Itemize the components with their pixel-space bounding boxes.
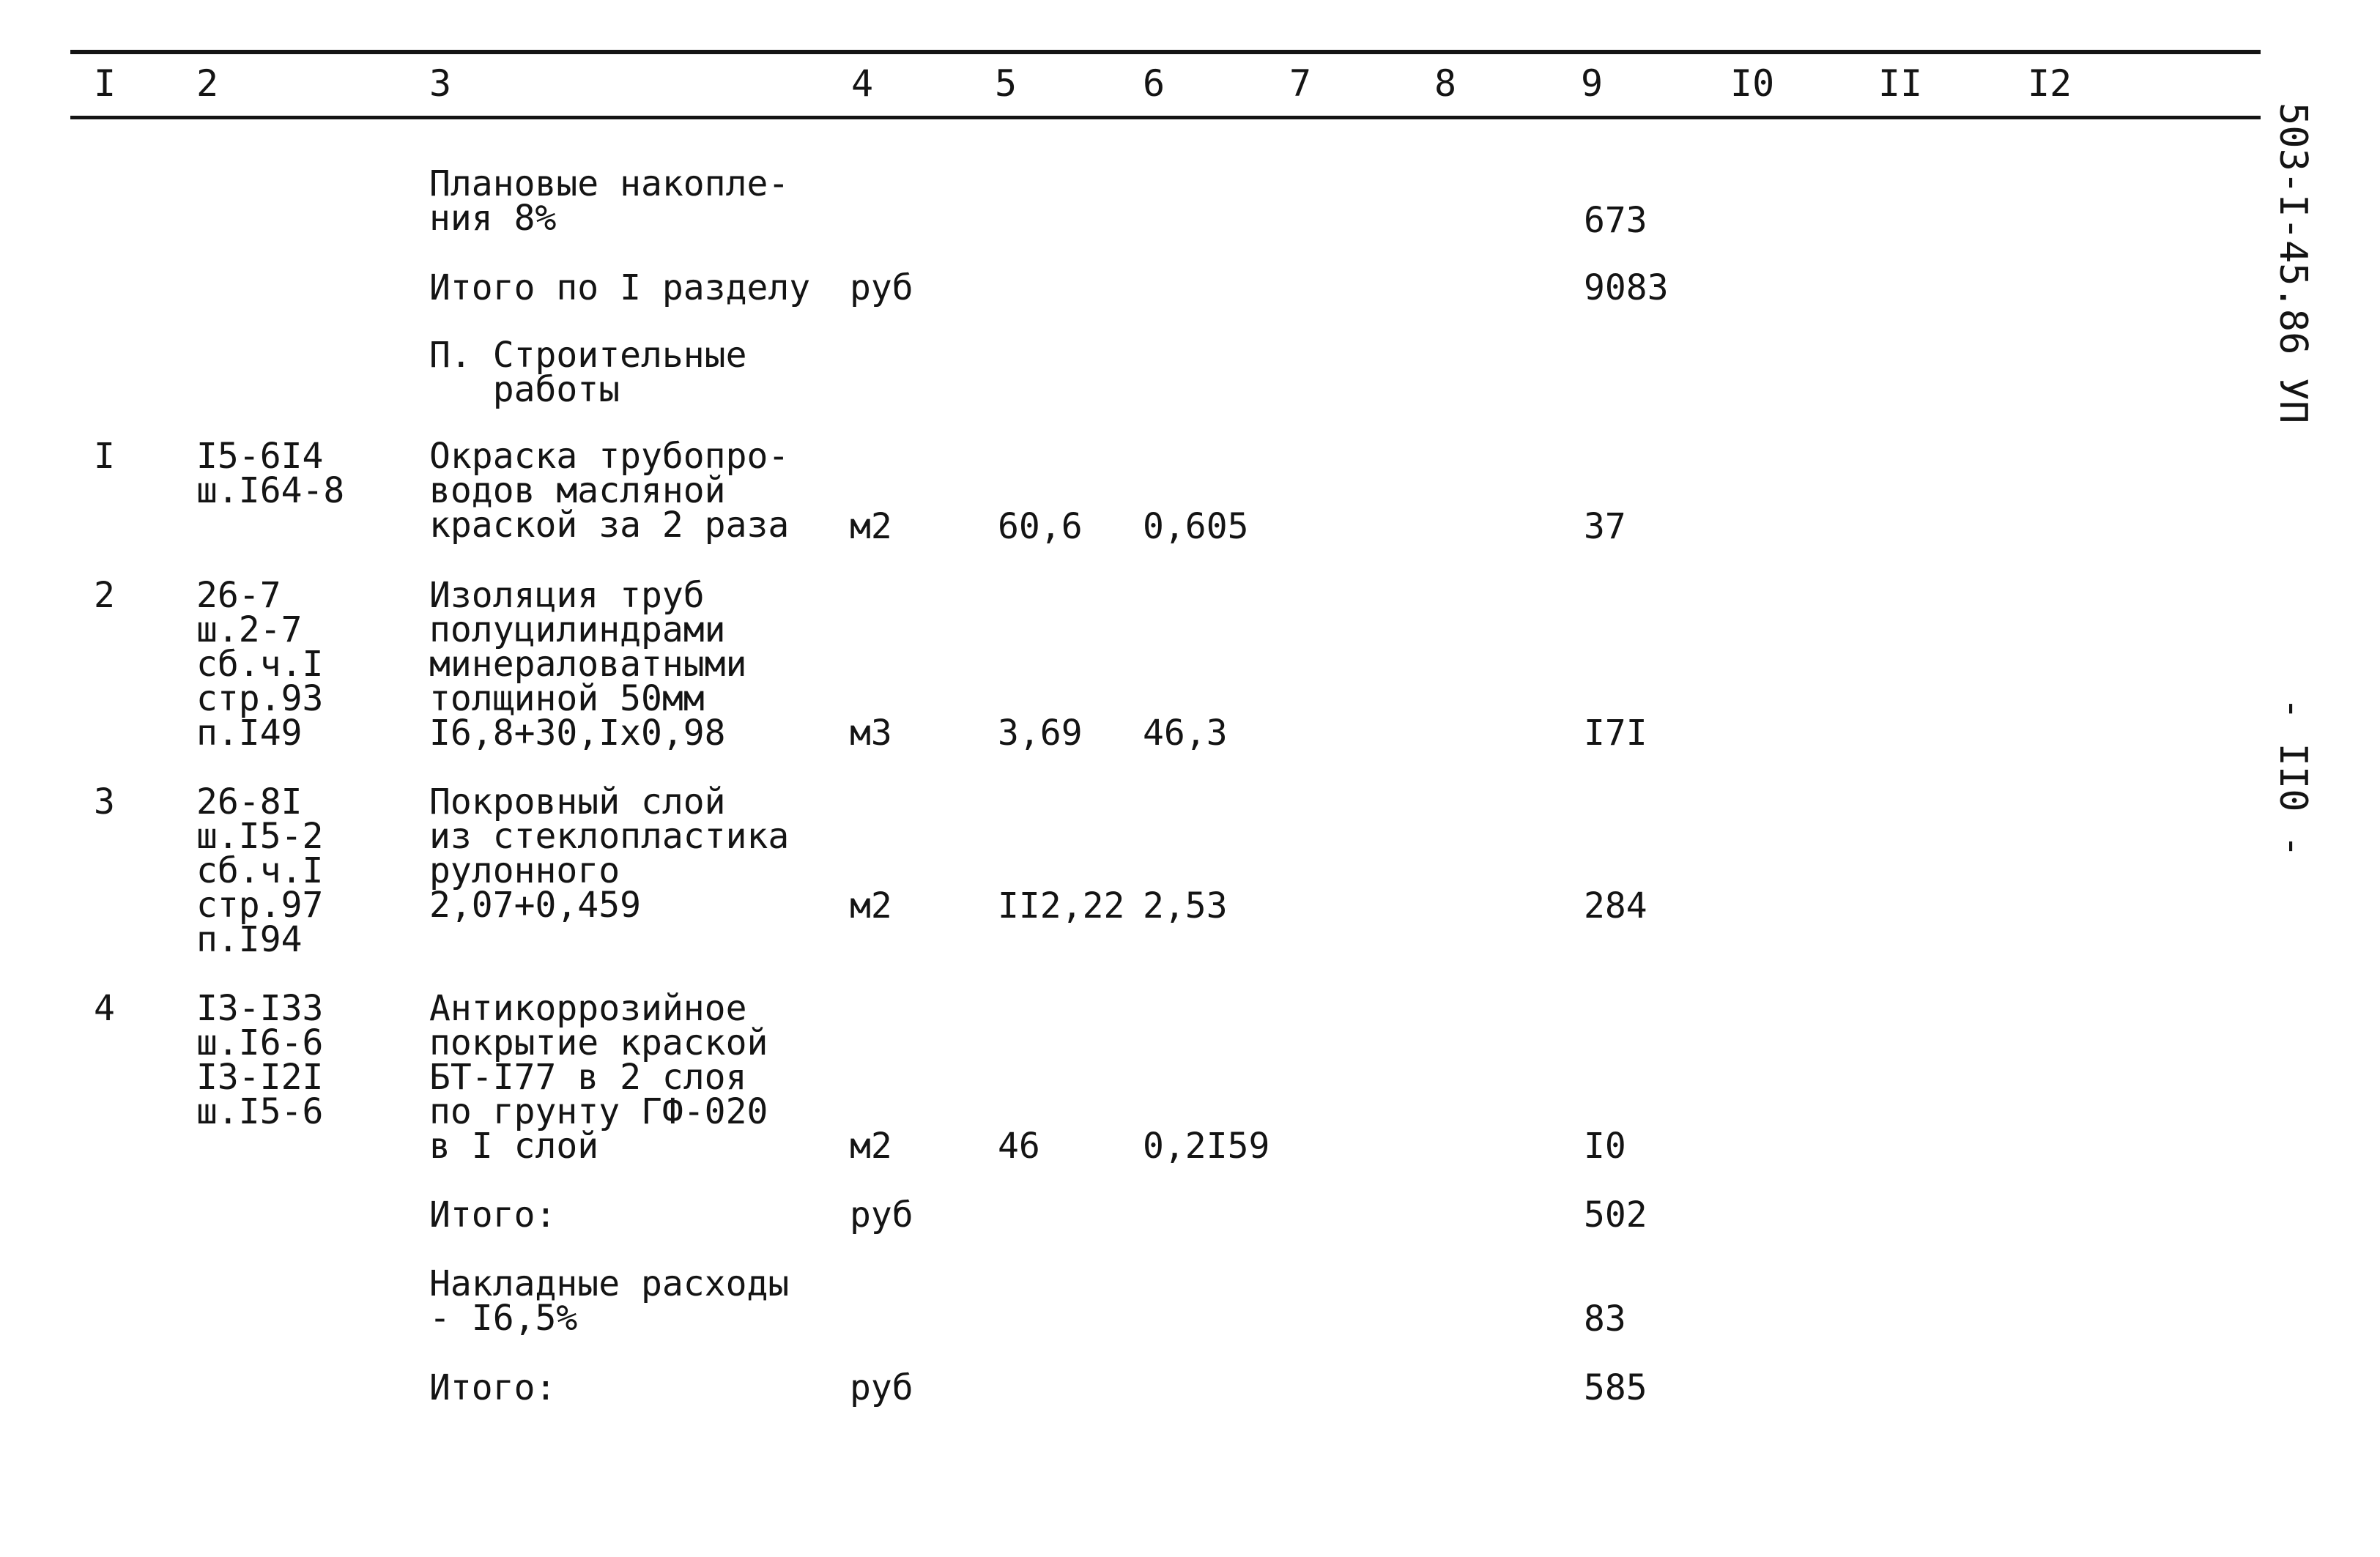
item-2-qty: 3,69 (998, 713, 1083, 754)
item-1-unit: м2 (850, 506, 892, 547)
item-4-code: I3-I33 ш.I6-6 I3-I2I ш.I5-6 (196, 988, 324, 1132)
subtotal-1-total: 502 (1584, 1194, 1647, 1235)
item-1-qty: 60,6 (998, 506, 1083, 547)
item-3-total: 284 (1584, 885, 1647, 926)
table-header-rule (70, 116, 2261, 119)
item-1-code: I5-6I4 ш.I64-8 (196, 436, 345, 511)
item-3-unit: м2 (850, 885, 892, 926)
item-1-number: I (94, 436, 115, 477)
col-header-1: I (94, 62, 116, 105)
item-4-number: 4 (94, 988, 115, 1029)
table-top-rule (70, 50, 2261, 54)
row-planned-total: 673 (1584, 200, 1647, 241)
item-4-unit: м2 (850, 1126, 892, 1167)
subtotal-2-total: 585 (1584, 1367, 1647, 1408)
item-3-name: Покровный слой из стеклопластика рулонного 2,07+0,459 (429, 781, 790, 926)
item-2-code: 26-7 ш.2-7 сб.ч.I стр.93 п.I49 (196, 575, 324, 754)
section-2-title: П. Строительные работы (429, 335, 747, 410)
overhead-total: 83 (1584, 1298, 1626, 1339)
col-header-4: 4 (851, 62, 874, 105)
subtotal-2-name: Итого: (429, 1367, 557, 1408)
item-1-price: 0,605 (1143, 506, 1249, 547)
item-2-total: I7I (1584, 713, 1647, 754)
item-3-number: 3 (94, 781, 115, 822)
item-2-price: 46,3 (1143, 713, 1228, 754)
item-3-qty: II2,22 (998, 885, 1125, 926)
overhead-name: Накладные расходы - I6,5% (429, 1263, 790, 1339)
col-header-7: 7 (1289, 62, 1312, 105)
item-4-name: Антикоррозийное покрытие краской БТ-I77 в 2 слоя по грунту ГФ-020 в I слой (429, 988, 768, 1167)
col-header-8: 8 (1434, 62, 1457, 105)
item-3-code: 26-8I ш.I5-2 сб.ч.I стр.97 п.I94 (196, 781, 324, 960)
subtotal-1-unit: руб (850, 1194, 913, 1235)
col-header-11: II (1878, 62, 1923, 105)
col-header-3: 3 (429, 62, 452, 105)
item-2-name: Изоляция труб полуцилиндрами минераловатными толщиной 50мм I6,8+30,Iх0,98 (429, 575, 747, 754)
row-planned-name: Плановые накопле- ния 8% (429, 163, 790, 239)
col-header-9: 9 (1581, 62, 1604, 105)
item-2-unit: м3 (850, 713, 892, 754)
item-4-total: I0 (1584, 1126, 1626, 1167)
col-header-12: I2 (2028, 62, 2072, 105)
document-code: 503-I-45.86 УП (2271, 103, 2315, 424)
col-header-6: 6 (1143, 62, 1165, 105)
col-header-5: 5 (995, 62, 1017, 105)
item-1-name: Окраска трубопро- водов масляной краской за 2 раза (429, 436, 790, 546)
item-2-number: 2 (94, 575, 115, 616)
page-number: - II0 - (2271, 697, 2315, 858)
item-3-price: 2,53 (1143, 885, 1228, 926)
col-header-10: I0 (1730, 62, 1775, 105)
item-1-total: 37 (1584, 506, 1626, 547)
row-total-section-1-name: Итого по I разделу (429, 267, 811, 308)
item-4-qty: 46 (998, 1126, 1040, 1167)
subtotal-1-name: Итого: (429, 1194, 557, 1235)
row-total-section-1-unit: руб (850, 267, 913, 308)
col-header-2: 2 (196, 62, 219, 105)
item-4-price: 0,2I59 (1143, 1126, 1270, 1167)
row-total-section-1-total: 9083 (1584, 267, 1669, 308)
subtotal-2-unit: руб (850, 1367, 913, 1408)
